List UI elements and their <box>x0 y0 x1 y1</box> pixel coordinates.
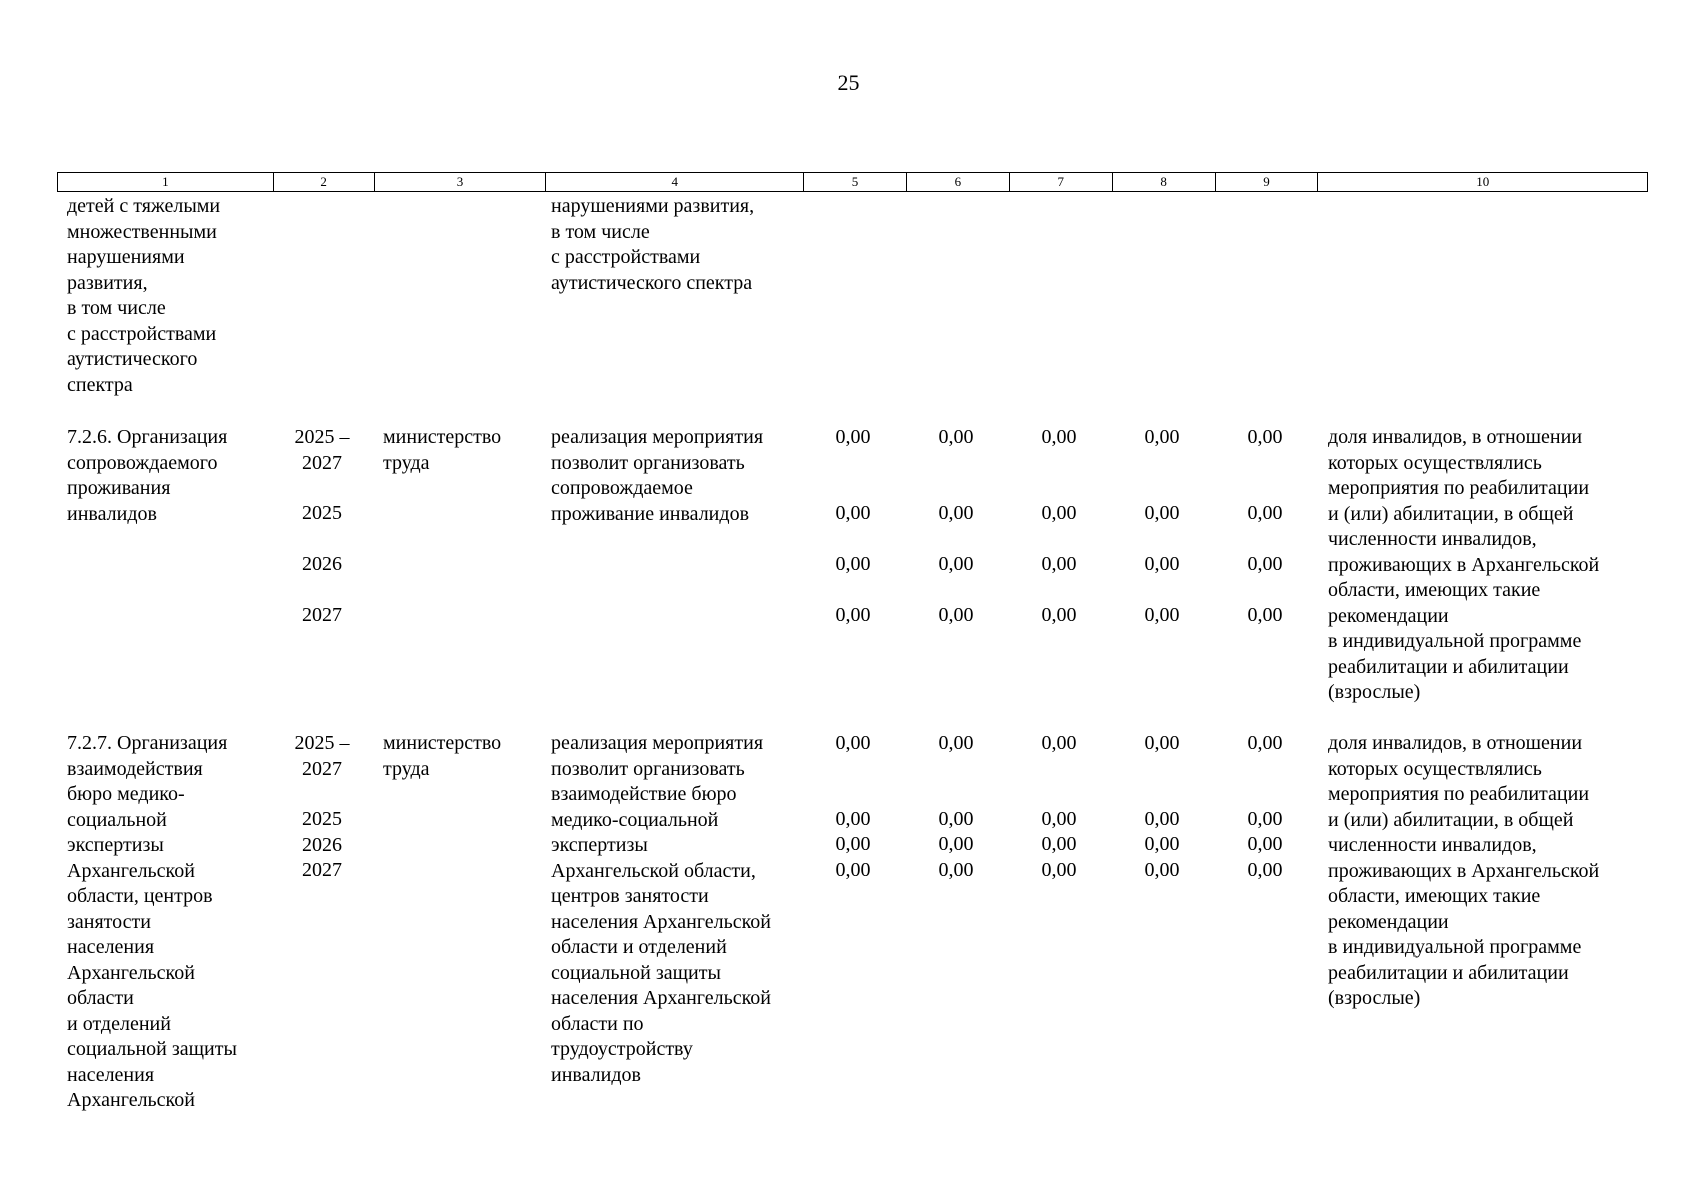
column-header-3: 3 <box>375 173 547 191</box>
row-726-result: реализация мероприятия позволит организовать сопровождаемое проживание инвалидов <box>551 426 764 525</box>
column-header-6: 6 <box>907 173 1010 191</box>
row-726-2025-col7: 0,00 <box>1041 502 1077 524</box>
row-727-2025-col7: 0,00 <box>1041 808 1077 830</box>
row-727-indicator: доля инвалидов, в отношении которых осуществлялись мероприятия по реабилитации и (или) абилитации, в общей численности инвалидов, проживающих в Архангельской области, имеющих такие рекомендации в индивидуальной программе реабилитации и абилитации (взрослые) <box>1328 732 1600 1009</box>
row-726-total-col8: 0,00 <box>1144 426 1180 448</box>
row-726-year-2026: 2026 <box>302 553 342 575</box>
row-727-2026-col7: 0,00 <box>1041 833 1077 855</box>
row-726-2026-col7: 0,00 <box>1041 553 1077 575</box>
page-number: 25 <box>837 70 860 95</box>
row-726-2027-col7: 0,00 <box>1041 604 1077 626</box>
row-727-2027-col9: 0,00 <box>1247 859 1283 881</box>
row-727-total-col9: 0,00 <box>1247 732 1283 754</box>
row-727-total-col8: 0,00 <box>1144 732 1180 754</box>
row-726-year-2025: 2025 <box>302 502 342 524</box>
column-header-7: 7 <box>1010 173 1113 191</box>
row-727-2027-col5: 0,00 <box>835 859 871 881</box>
row-727-2026-col6: 0,00 <box>938 833 974 855</box>
row-727-total-col5: 0,00 <box>835 732 871 754</box>
row-726-2027-col5: 0,00 <box>835 604 871 626</box>
row-726-2025-col9: 0,00 <box>1247 502 1283 524</box>
row-726-total-col6: 0,00 <box>938 426 974 448</box>
table-header-row <box>57 172 1648 192</box>
row-726-executor: министерство труда <box>383 426 502 474</box>
row-727-2027-col7: 0,00 <box>1041 859 1077 881</box>
row-727-total-col6: 0,00 <box>938 732 974 754</box>
column-header-1: 1 <box>58 173 274 191</box>
row-727-executor: министерство труда <box>383 732 502 780</box>
row-726-total-col7: 0,00 <box>1041 426 1077 448</box>
row-727-2026-col8: 0,00 <box>1144 833 1180 855</box>
row-726-total-col5: 0,00 <box>835 426 871 448</box>
row-727-2027-col6: 0,00 <box>938 859 974 881</box>
row-726-indicator: доля инвалидов, в отношении которых осуществлялись мероприятия по реабилитации и (или) абилитации, в общей численности инвалидов, проживающих в Архангельской области, имеющих такие рекомендации в индивидуальной программе реабилитации и абилитации (взрослые) <box>1328 426 1600 703</box>
row-726-2027-col8: 0,00 <box>1144 604 1180 626</box>
row-726-2026-col9: 0,00 <box>1247 553 1283 575</box>
row-726-2025-col8: 0,00 <box>1144 502 1180 524</box>
row-727-2026-col5: 0,00 <box>835 833 871 855</box>
continuation-col4-text: нарушениями развития, в том числе с расстройствами аутистического спектра <box>551 195 755 294</box>
row-727-period: 2025 – 2027 <box>294 732 350 780</box>
column-header-8: 8 <box>1113 173 1216 191</box>
column-header-5: 5 <box>804 173 907 191</box>
continuation-col1-text: детей с тяжелыми множественными нарушениями развития, в том числе с расстройствами аутистического спектра <box>67 195 221 396</box>
row-727-2025-col9: 0,00 <box>1247 808 1283 830</box>
row-727-2025-col6: 0,00 <box>938 808 974 830</box>
row-727-total-col7: 0,00 <box>1041 732 1077 754</box>
row-726-total-col9: 0,00 <box>1247 426 1283 448</box>
column-header-10: 10 <box>1476 174 1490 189</box>
row-726-period: 2025 – 2027 <box>294 426 350 474</box>
row-727-2025-col8: 0,00 <box>1144 808 1180 830</box>
column-header-9: 9 <box>1216 173 1319 191</box>
row-726-2025-col6: 0,00 <box>938 502 974 524</box>
row-727-2025-col5: 0,00 <box>835 808 871 830</box>
column-header-2: 2 <box>274 173 375 191</box>
row-726-2025-col5: 0,00 <box>835 502 871 524</box>
row-727-years: 2025 2026 2027 <box>302 808 342 881</box>
row-726-2026-col5: 0,00 <box>835 553 871 575</box>
row-726-2026-col8: 0,00 <box>1144 553 1180 575</box>
row-726-name: 7.2.6. Организация сопровождаемого проживания инвалидов <box>67 426 228 525</box>
column-header-4: 4 <box>546 173 804 191</box>
row-726-2026-col6: 0,00 <box>938 553 974 575</box>
row-727-name: 7.2.7. Организация взаимодействия бюро медико- социальной экспертизы Архангельской области, центров занятости населения Архангельской области и отделений социальной защиты населения Архангельской <box>67 732 237 1111</box>
row-727-result: реализация мероприятия позволит организовать взаимодействие бюро медико-социальной экспертизы Архангельской области, центров занятости населения Архангельской области и отделений социальной защиты населения Архангельской области по трудоустройству инвалидов <box>551 732 771 1086</box>
row-726-2027-col6: 0,00 <box>938 604 974 626</box>
row-727-2026-col9: 0,00 <box>1247 833 1283 855</box>
row-727-2027-col8: 0,00 <box>1144 859 1180 881</box>
row-726-year-2027: 2027 <box>302 604 342 626</box>
row-726-2027-col9: 0,00 <box>1247 604 1283 626</box>
